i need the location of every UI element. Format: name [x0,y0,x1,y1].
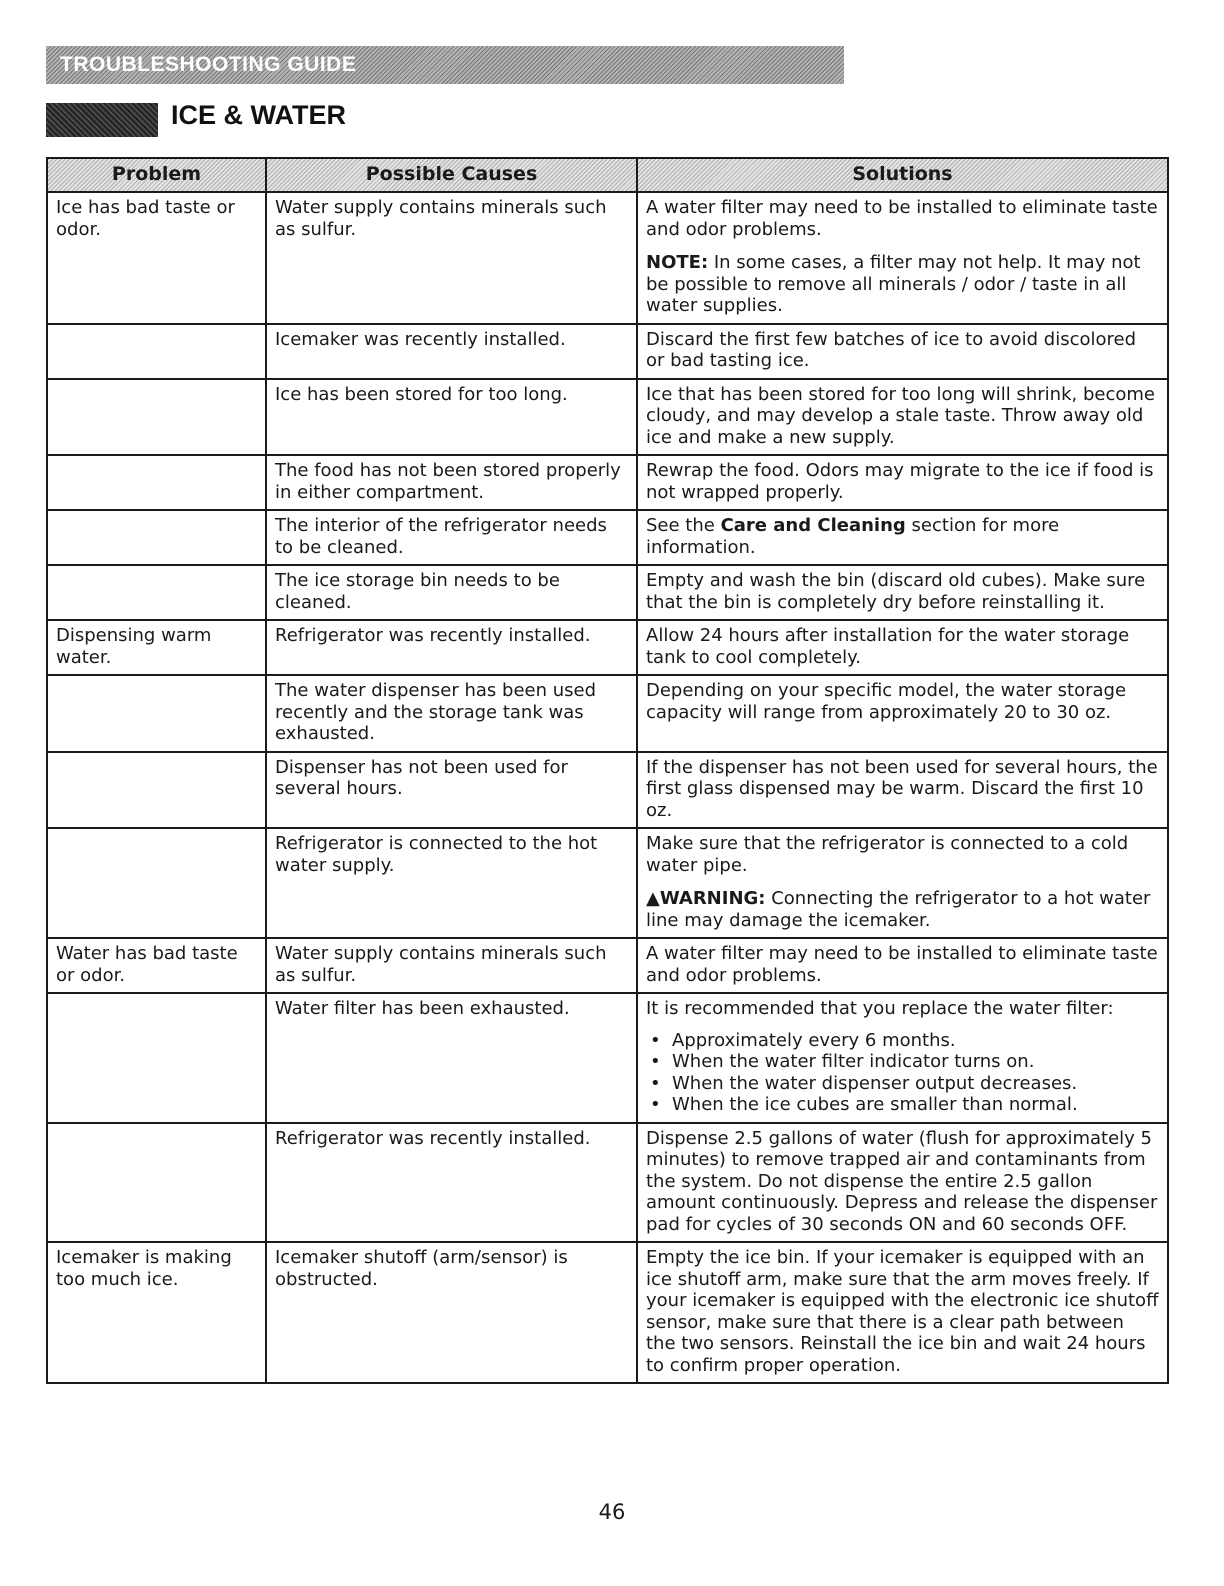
cause-cell [266,1242,637,1383]
cause-text: The interior of the refrigerator needs to be cleaned. [275,515,607,558]
bullet-item: • When the water filter indicator turns on. [672,1051,1159,1073]
table-row [47,565,1168,620]
solution-text: Dispense 2.5 gallons of water (flush for approximately 5 minutes) to remove trapped air and contaminants from the system. Do not dispense the entire 2.5 gallon amount continuously. Depress and release the dispenser pad for cycles of 30 seconds ON and 60 seconds OFF. [646,1127,1158,1235]
solution-cell [637,379,1168,456]
problem-text: Dispensing warm water. [56,625,212,668]
table-row [47,510,1168,565]
solution-text: Rewrap the food. Odors may migrate to the ice if food is not wrapped properly. [646,460,1154,503]
solution-paragraph [646,625,1159,668]
table-body [47,192,1168,1383]
solution-text: Ice that has been stored for too long will shrink, become cloudy, and may develop a stale taste. Throw away old ice and make a new supply. [646,383,1155,448]
solution-cell [637,1242,1168,1383]
table-row [47,620,1168,675]
cause-text: Refrigerator was recently installed. [275,625,591,646]
page-number: 46 [598,1500,626,1524]
solution-text: A water filter may need to be installed to eliminate taste and odor problems. [646,197,1158,240]
cause-cell [266,565,637,620]
cause-cell [266,455,637,510]
bullet-item: • When the water dispenser output decreases. [672,1073,1159,1095]
column-header-causes: Possible Causes [266,158,637,192]
cause-text: Icemaker shutoff (arm/sensor) is obstructed. [275,1247,568,1290]
solution-text: In some cases, a filter may not help. It may not be possible to remove all minerals / odor / taste in all water supplies. [646,252,1141,316]
problem-text: Ice has bad taste or odor. [56,197,235,240]
cause-cell [266,938,637,993]
bullet-list [646,1030,1159,1116]
cause-cell [266,752,637,829]
banner-title: TROUBLESHOOTING GUIDE [60,53,357,76]
table-row [47,675,1168,752]
table-row [47,192,1168,324]
cause-cell [266,324,637,379]
troubleshooting-table [46,157,1169,1384]
warning-icon: ▲ [646,888,660,909]
cause-cell [266,1123,637,1243]
cause-text: Dispenser has not been used for several hours. [275,756,568,799]
cause-text: Water filter has been exhausted. [275,998,570,1019]
cause-cell [266,828,637,938]
solution-text: Discard the first few batches of ice to avoid discolored or bad tasting ice. [646,328,1137,371]
solution-label: NOTE: [646,252,709,273]
problem-cell [47,510,266,565]
solution-cell [637,938,1168,993]
cause-cell [266,675,637,752]
problem-cell [47,938,266,993]
cause-cell [266,192,637,324]
solution-text: Allow 24 hours after installation for the water storage tank to cool completely. [646,625,1130,668]
solution-cell [637,510,1168,565]
solution-text: A water filter may need to be installed to eliminate taste and odor problems. [646,943,1158,986]
table-row [47,828,1168,938]
column-header-problem: Problem [47,158,266,192]
section-reference: Care and Cleaning [720,515,906,536]
solution-text: section for more information. [646,515,1060,558]
solution-paragraph [646,680,1159,723]
cause-text: Water supply contains minerals such as sulfur. [275,197,607,240]
problem-cell [47,379,266,456]
solution-cell [637,1123,1168,1243]
table-row [47,938,1168,993]
solution-paragraph [646,1247,1159,1376]
solution-text: See the [646,515,721,536]
table-header-row [47,158,1168,192]
cause-cell [266,510,637,565]
solution-paragraph [646,197,1159,240]
solution-paragraph [646,888,1159,931]
solution-text: Empty and wash the bin (discard old cubes). Make sure that the bin is completely dry before reinstalling it. [646,570,1146,613]
solution-cell [637,324,1168,379]
cause-cell [266,379,637,456]
problem-cell [47,565,266,620]
solution-text: Depending on your specific model, the water storage capacity will range from approximately 20 to 30 oz. [646,680,1127,723]
cause-text: Water supply contains minerals such as sulfur. [275,943,607,986]
solution-cell [637,675,1168,752]
problem-text: Water has bad taste or odor. [56,943,238,986]
solution-cell [637,455,1168,510]
solution-paragraph [646,460,1159,503]
solution-paragraph [646,998,1159,1020]
section-title: ICE & WATER [171,100,346,130]
problem-cell [47,620,266,675]
solution-paragraph [646,570,1159,613]
solution-paragraph [646,833,1159,876]
table-row [47,1242,1168,1383]
cause-text: Icemaker was recently installed. [275,328,566,350]
problem-cell [47,192,266,324]
cause-text: The water dispenser has been used recently and the storage tank was exhausted. [275,680,597,744]
problem-cell [47,828,266,938]
problem-cell [47,1123,266,1243]
cause-text: Ice has been stored for too long. [275,383,568,405]
solution-cell [637,192,1168,324]
solution-text: Connecting the refrigerator to a hot water line may damage the icemaker. [646,888,1151,931]
solution-cell [637,565,1168,620]
solution-text: Empty the ice bin. If your icemaker is equipped with an ice shutoff arm, make sure that the arm moves freely. If your icemaker is equipped with the electronic ice shutoff sensor, make sure that there is a clear path between the two sensors. Reinstall the ice bin and wait 24 hours to confirm proper operation. [646,1247,1159,1376]
table-row [47,1123,1168,1243]
cause-text: The food has not been stored properly in either compartment. [275,460,621,503]
solution-label: WARNING: [659,888,766,909]
table-row [47,993,1168,1123]
cause-text: The ice storage bin needs to be cleaned. [275,570,560,613]
table-row [47,455,1168,510]
cause-text: Refrigerator is connected to the hot water supply. [275,833,598,876]
column-header-solutions: Solutions [637,158,1168,192]
problem-cell [47,752,266,829]
problem-cell [47,324,266,379]
cause-text: Refrigerator was recently installed. [275,1127,591,1149]
table-row [47,752,1168,829]
solution-cell [637,620,1168,675]
problem-cell [47,675,266,752]
cause-cell [266,620,637,675]
solution-text: If the dispenser has not been used for several hours, the first glass dispensed may be warm. Discard the first 10 oz. [646,756,1158,821]
solution-paragraph [646,329,1159,372]
section-marker-block [46,103,158,137]
solution-paragraph [646,384,1159,449]
table-row [47,324,1168,379]
troubleshooting-banner [46,46,844,84]
solution-paragraph [646,943,1159,986]
cause-cell [266,993,637,1123]
solution-text: It is recommended that you replace the water filter: [646,998,1114,1019]
solution-paragraph [646,757,1159,822]
problem-cell [47,993,266,1123]
bullet-item: • When the ice cubes are smaller than normal. [672,1094,1159,1116]
solution-paragraph [646,515,1159,558]
solution-text: Make sure that the refrigerator is connected to a cold water pipe. [646,833,1129,876]
table-row [47,379,1168,456]
solution-cell [637,993,1168,1123]
problem-text: Icemaker is making too much ice. [56,1247,232,1290]
solution-paragraph [646,252,1159,317]
solution-cell [637,752,1168,829]
problem-cell [47,1242,266,1383]
bullet-item: • Approximately every 6 months. [672,1030,1159,1052]
solution-cell [637,828,1168,938]
problem-cell [47,455,266,510]
solution-paragraph [646,1128,1159,1236]
